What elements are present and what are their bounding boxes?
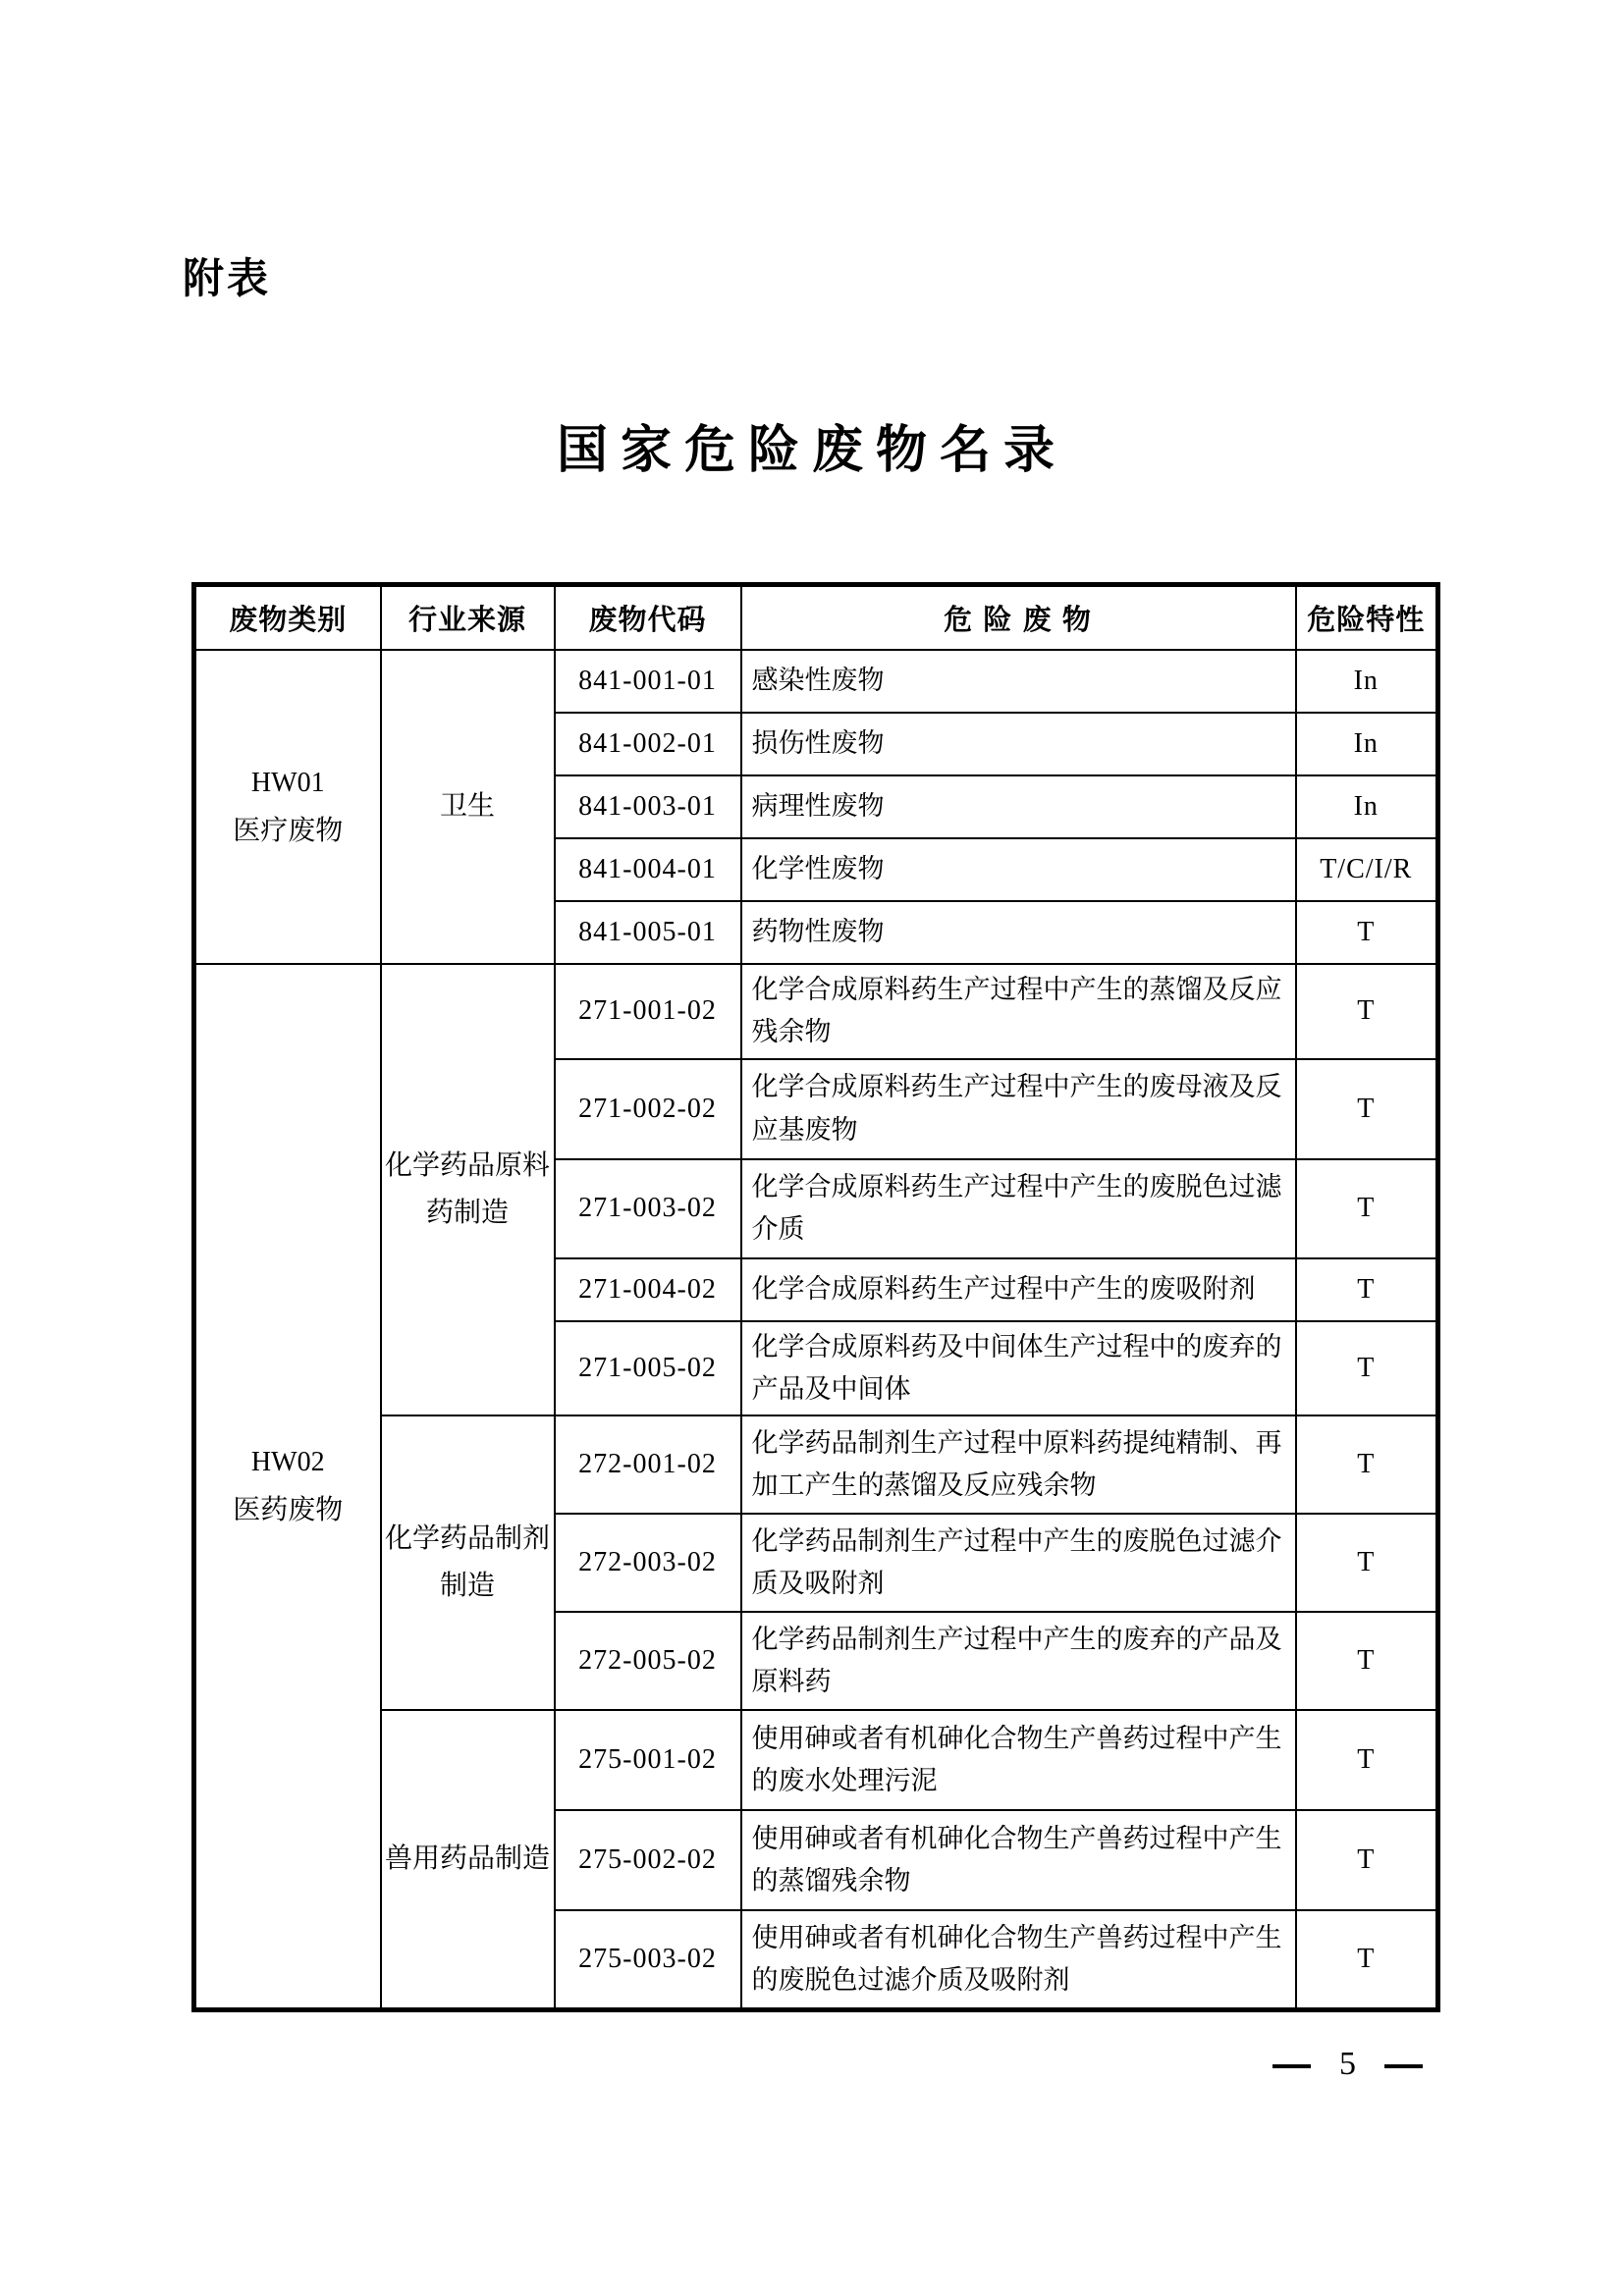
header-waste-category: 废物类别 <box>194 585 381 650</box>
waste-code-cell: 271-004-02 <box>555 1258 741 1321</box>
waste-desc-cell: 化学合成原料药生产过程中产生的废脱色过滤介质 <box>741 1159 1296 1258</box>
header-industry-source: 行业来源 <box>381 585 555 650</box>
hazard-cell: T <box>1296 1159 1438 1258</box>
category-name: 医疗废物 <box>233 815 344 846</box>
table-row <box>194 1710 1438 1810</box>
footer-dash-left <box>1272 2064 1311 2068</box>
category-code: HW01 <box>250 767 325 798</box>
waste-code-cell: 271-005-02 <box>555 1321 741 1415</box>
category-code: HW02 <box>250 1446 325 1477</box>
waste-code-cell: 271-003-02 <box>555 1159 741 1258</box>
waste-desc-cell: 化学药品制剂生产过程中产生的废脱色过滤介质及吸附剂 <box>741 1514 1296 1612</box>
hazard-cell: T <box>1296 1710 1438 1810</box>
waste-code-cell: 841-005-01 <box>555 901 741 964</box>
footer-dash-right <box>1384 2064 1423 2068</box>
table-row <box>194 1415 1438 1514</box>
hazard-cell: T <box>1296 1415 1438 1514</box>
table-row <box>194 964 1438 1059</box>
hazard-cell: T <box>1296 1810 1438 1910</box>
hazard-cell: T/C/I/R <box>1296 838 1438 901</box>
industry-cell: 化学药品制剂制造 <box>381 1415 555 1710</box>
hazard-cell: T <box>1296 1059 1438 1159</box>
waste-desc-cell: 化学合成原料药生产过程中产生的蒸馏及反应残余物 <box>741 964 1296 1059</box>
hazard-cell: T <box>1296 901 1438 964</box>
industry-cell: 卫生 <box>381 650 555 964</box>
waste-desc-cell: 化学合成原料药及中间体生产过程中的废弃的产品及中间体 <box>741 1321 1296 1415</box>
waste-code-cell: 271-001-02 <box>555 964 741 1059</box>
header-hazardous-waste: 危 险 废 物 <box>741 585 1296 650</box>
industry-cell: 化学药品原料药制造 <box>381 964 555 1415</box>
hazard-cell: T <box>1296 1258 1438 1321</box>
hazard-cell: T <box>1296 1321 1438 1415</box>
waste-code-cell: 841-004-01 <box>555 838 741 901</box>
category-cell-hw01 <box>194 650 381 964</box>
waste-desc-cell: 使用砷或者有机砷化合物生产兽药过程中产生的废水处理污泥 <box>741 1710 1296 1810</box>
header-hazard-property: 危险特性 <box>1296 585 1438 650</box>
waste-desc-cell: 使用砷或者有机砷化合物生产兽药过程中产生的蒸馏残余物 <box>741 1810 1296 1910</box>
waste-code-cell: 272-005-02 <box>555 1612 741 1710</box>
waste-desc-cell: 化学合成原料药生产过程中产生的废吸附剂 <box>741 1258 1296 1321</box>
waste-code-cell: 841-001-01 <box>555 650 741 713</box>
waste-code-cell: 272-003-02 <box>555 1514 741 1612</box>
hazard-cell: In <box>1296 650 1438 713</box>
waste-code-cell: 841-003-01 <box>555 775 741 838</box>
hazard-cell: In <box>1296 713 1438 775</box>
table-header-row <box>194 585 1438 650</box>
waste-desc-cell: 药物性废物 <box>741 901 1296 964</box>
annex-label: 附表 <box>183 257 272 302</box>
document-title: 国家危险废物名录 <box>556 423 1067 479</box>
hazard-cell: T <box>1296 964 1438 1059</box>
waste-desc-cell: 使用砷或者有机砷化合物生产兽药过程中产生的废脱色过滤介质及吸附剂 <box>741 1910 1296 2010</box>
waste-desc-cell: 病理性废物 <box>741 775 1296 838</box>
hazard-cell: In <box>1296 775 1438 838</box>
page-footer <box>1272 2046 1423 2083</box>
waste-code-cell: 272-001-02 <box>555 1415 741 1514</box>
waste-desc-cell: 化学药品制剂生产过程中产生的废弃的产品及原料药 <box>741 1612 1296 1710</box>
waste-code-cell: 275-001-02 <box>555 1710 741 1810</box>
hazard-cell: T <box>1296 1612 1438 1710</box>
category-name: 医药废物 <box>233 1494 344 1525</box>
waste-code-cell: 841-002-01 <box>555 713 741 775</box>
waste-desc-cell: 化学合成原料药生产过程中产生的废母液及反应基废物 <box>741 1059 1296 1159</box>
table-row <box>194 650 1438 713</box>
waste-code-cell: 271-002-02 <box>555 1059 741 1159</box>
waste-desc-cell: 损伤性废物 <box>741 713 1296 775</box>
industry-cell: 兽用药品制造 <box>381 1710 555 2010</box>
hazard-cell: T <box>1296 1910 1438 2010</box>
waste-code-cell: 275-002-02 <box>555 1810 741 1910</box>
hazardous-waste-table <box>191 582 1440 2012</box>
waste-code-cell: 275-003-02 <box>555 1910 741 2010</box>
waste-desc-cell: 化学药品制剂生产过程中原料药提纯精制、再加工产生的蒸馏及反应残余物 <box>741 1415 1296 1514</box>
waste-desc-cell: 感染性废物 <box>741 650 1296 713</box>
hazard-cell: T <box>1296 1514 1438 1612</box>
waste-desc-cell: 化学性废物 <box>741 838 1296 901</box>
category-cell-hw02 <box>194 964 381 2010</box>
header-waste-code: 废物代码 <box>555 585 741 650</box>
page-number: 5 <box>1339 2046 1356 2082</box>
